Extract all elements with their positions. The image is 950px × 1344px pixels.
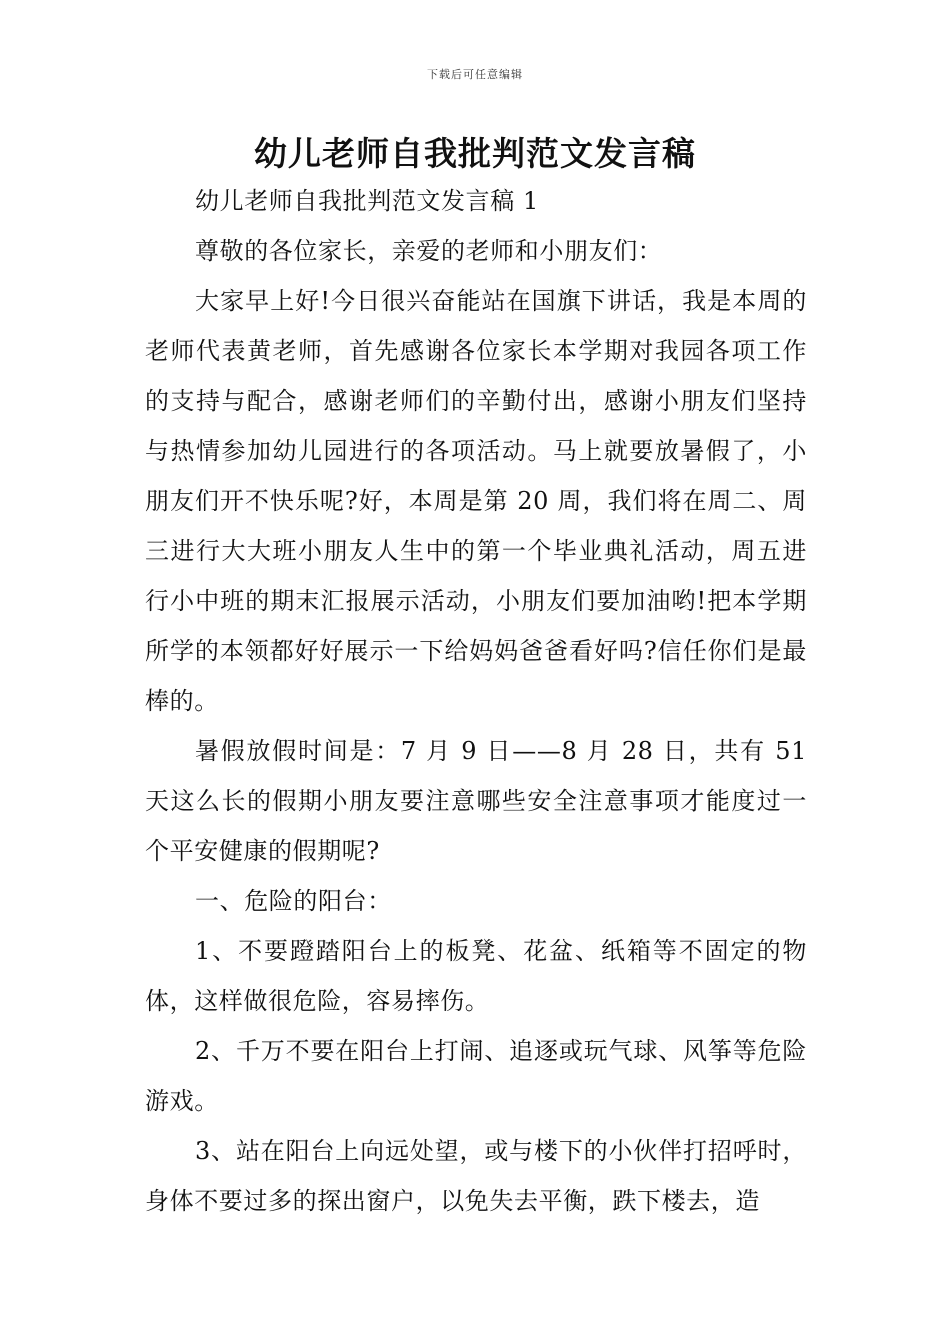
subtitle-paragraph: 幼儿老师自我批判范文发言稿 1 (195, 187, 539, 215)
section-heading: 一、危险的阳台： (195, 887, 392, 915)
header-note: 下载后可任意编辑 (427, 68, 523, 81)
document-title: 幼儿老师自我批判范文发言稿 (254, 134, 696, 173)
list-item: 1、不要蹬踏阳台上的板凳、花盆、纸箱等不固定的物体，这样做很危险，容易摔伤。 (145, 937, 807, 1015)
body-paragraph: 暑假放假时间是：7 月 9 日——8 月 28 日，共有 51 天这么长的假期小朋友要注意哪些安全注意事项才能度过一个平安健康的假期呢? (145, 737, 807, 865)
salutation-paragraph: 尊敬的各位家长，亲爱的老师和小朋友们： (195, 237, 663, 265)
document-body (145, 176, 807, 1226)
list-item: 2、千万不要在阳台上打闹、追逐或玩气球、风筝等危险游戏。 (145, 1037, 807, 1115)
body-paragraph: 大家早上好!今日很兴奋能站在国旗下讲话，我是本周的老师代表黄老师，首先感谢各位家长本学期对我园各项工作的支持与配合，感谢老师们的辛勤付出，感谢小朋友们坚持与热情参加幼儿园进行的各项活动。马上就要放暑假了，小朋友们开不快乐呢?好，本周是第 20 周，我们将在周二、周三进行大大班小朋友人生中的第一个毕业典礼活动，周五进行小中班的期末汇报展示活动，小朋友们要加油哟!把本学期所学的本领都好好展示一下给妈妈爸爸看好吗?信任你们是最棒的。 (145, 287, 807, 715)
list-item: 3、站在阳台上向远处望，或与楼下的小伙伴打招呼时，身体不要过多的探出窗户，以免失去平衡，跌下楼去，造 (145, 1137, 807, 1215)
